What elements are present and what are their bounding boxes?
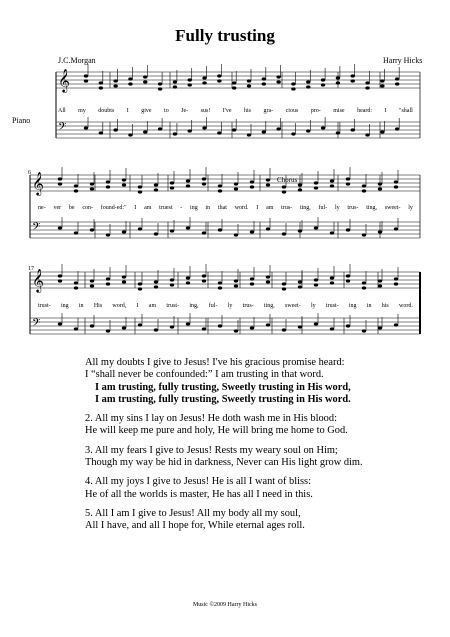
note-head <box>250 180 254 183</box>
note-head <box>90 284 94 287</box>
note-head <box>395 127 399 130</box>
lyric-syllable: ly <box>408 205 413 211</box>
lyrics-system-2 <box>38 205 413 211</box>
note-head <box>186 226 190 229</box>
note-head <box>99 81 103 84</box>
lyricist-credit: J.C.Morgan <box>58 56 96 65</box>
note-head <box>173 85 177 88</box>
note-head <box>330 179 334 182</box>
note-head <box>351 79 355 82</box>
lyric-syllable: I <box>136 303 139 309</box>
note-head <box>106 329 110 332</box>
note-head <box>74 327 78 330</box>
note-head <box>106 277 110 280</box>
note-head <box>138 323 142 326</box>
note-head <box>143 130 147 133</box>
lyric-syllable: give <box>141 108 152 114</box>
chorus-label: Chorus <box>277 176 298 184</box>
note-head <box>217 131 221 134</box>
note-head <box>122 183 126 186</box>
note-head <box>138 227 142 230</box>
note-head <box>218 184 222 187</box>
note-head <box>202 279 206 282</box>
note-head <box>282 185 286 188</box>
lyric-syllable: ing <box>190 205 198 211</box>
lyric-syllable: sweet- <box>384 205 401 211</box>
note-head <box>58 177 62 180</box>
note-head <box>394 185 398 188</box>
note-head <box>250 277 254 280</box>
verse <box>85 413 425 438</box>
lyric-syllable: cious <box>285 108 299 114</box>
lyric-syllable: I've <box>222 108 232 114</box>
verse-line: He of all the worlds is master, He has all I need in this. <box>85 488 313 500</box>
note-head <box>74 231 78 234</box>
note-head <box>291 132 295 135</box>
note-head <box>218 228 222 231</box>
note-head <box>395 82 399 85</box>
note-head <box>138 282 142 285</box>
note-head <box>170 186 174 189</box>
note-head <box>330 281 334 284</box>
note-head <box>186 184 190 187</box>
note-head <box>351 128 355 131</box>
lyric-syllable: trust- <box>325 303 339 309</box>
note-head <box>158 127 162 130</box>
note-head <box>218 286 222 289</box>
note-head <box>122 178 126 181</box>
note-head <box>314 278 318 281</box>
note-head <box>262 130 266 133</box>
note-head <box>234 233 238 236</box>
note-head <box>90 187 94 190</box>
note-head <box>394 282 398 285</box>
note-head <box>106 180 110 183</box>
note-head <box>291 82 295 85</box>
note-head <box>362 281 366 284</box>
note-head <box>158 87 162 90</box>
note-head <box>202 81 206 84</box>
note-head <box>234 284 238 287</box>
note-head <box>262 77 266 80</box>
note-head <box>362 329 366 332</box>
note-head <box>266 183 270 186</box>
lyric-syllable: ly <box>227 303 233 309</box>
note-head <box>154 183 158 186</box>
note-head <box>122 275 126 278</box>
lyric-syllable: I <box>384 108 387 114</box>
lyric-syllable: trust- <box>166 303 180 309</box>
note-head <box>99 86 103 89</box>
note-head <box>186 179 190 182</box>
lyric-syllable: I <box>126 108 129 114</box>
note-head <box>336 76 340 79</box>
note-head <box>247 84 251 87</box>
verse-line: I am trusting, fully trusting, Sweetly trusting in His word. <box>95 393 351 405</box>
note-head <box>202 327 206 330</box>
note-head <box>218 281 222 284</box>
note-head <box>58 226 62 229</box>
lyric-syllable: trust- <box>38 303 51 309</box>
note-head <box>298 280 302 283</box>
note-head <box>143 75 147 78</box>
lyric-syllable: ly <box>334 205 340 211</box>
note-head <box>234 187 238 190</box>
note-head <box>173 132 177 135</box>
lyric-syllable: word. <box>399 303 413 309</box>
lyric-syllable: am <box>266 205 274 211</box>
note-head <box>234 279 238 282</box>
note-head <box>128 77 132 80</box>
note-head <box>99 131 103 134</box>
verse-line: 3. All my fears I give to Jesus! Rests my weary soul on Him; <box>85 444 338 456</box>
lyric-syllable: pro- <box>310 108 321 114</box>
lyric-syllable: found-ed:" <box>100 205 127 211</box>
note-head <box>321 78 325 81</box>
lyric-syllable: in <box>366 303 372 309</box>
note-head <box>330 327 334 330</box>
note-head <box>232 81 236 84</box>
verse-text <box>85 357 425 540</box>
instrument-label: Piano <box>12 116 31 125</box>
note-head <box>170 283 174 286</box>
note-head <box>351 74 355 77</box>
copyright-footer: Music ©2009 Harry Hicks <box>192 602 258 608</box>
note-head <box>380 130 384 133</box>
composer-credit: Harry Hicks <box>383 56 423 65</box>
note-head <box>173 80 177 83</box>
note-head <box>362 184 366 187</box>
note-head <box>365 86 369 89</box>
note-head <box>170 325 174 328</box>
note-head <box>394 277 398 280</box>
lyric-syllable: "shall <box>399 108 413 114</box>
lyric-syllable: I <box>134 205 137 211</box>
verse-line: I am trusting, fully trusting, Sweetly trusting in His word, <box>95 381 351 393</box>
note-head <box>170 278 174 281</box>
note-head <box>84 79 88 82</box>
note-head <box>247 133 251 136</box>
note-head <box>291 87 295 90</box>
note-head <box>143 80 147 83</box>
note-head <box>306 129 310 132</box>
lyric-syllable: ful- <box>208 303 218 309</box>
lyric-syllable: ting, <box>263 303 275 309</box>
verse-line: All I have, and all I hope for, While eternal ages roll. <box>85 520 305 532</box>
note-head <box>250 282 254 285</box>
note-head <box>276 127 280 130</box>
note-head <box>346 324 350 327</box>
verse-line: He will keep me pure and holy, He will bring me home to God. <box>85 425 348 437</box>
note-head <box>282 282 286 285</box>
note-head <box>170 229 174 232</box>
note-head <box>262 82 266 85</box>
note-head <box>266 323 270 326</box>
note-head <box>128 82 132 85</box>
note-head <box>266 275 270 278</box>
note-head <box>138 287 142 290</box>
note-head <box>74 286 78 289</box>
note-head <box>336 81 340 84</box>
note-head <box>250 185 254 188</box>
verse-line: 4. All my joys I give to Jesus! He is all I want of bliss: <box>85 476 311 488</box>
verse <box>85 445 425 470</box>
note-head <box>276 75 280 78</box>
note-head <box>298 229 302 232</box>
note-head <box>186 276 190 279</box>
note-head <box>276 80 280 83</box>
note-head <box>282 232 286 235</box>
note-head <box>218 189 222 192</box>
note-head <box>170 181 174 184</box>
note-head <box>74 189 78 192</box>
bass-clef-icon: 𝄢 <box>32 317 41 332</box>
note-head <box>362 233 366 236</box>
note-head <box>58 182 62 185</box>
note-head <box>306 85 310 88</box>
note-head <box>378 230 382 233</box>
note-head <box>395 77 399 80</box>
note-head <box>346 279 350 282</box>
lyric-syllable: gra- <box>263 108 274 114</box>
verse-line: 5. All I am I give to Jesus! All my body all my soul, <box>85 507 301 519</box>
lyric-syllable: ful- <box>318 205 328 211</box>
note-head <box>298 285 302 288</box>
note-head <box>90 182 94 185</box>
note-head <box>362 189 366 192</box>
lyric-syllable: ing, <box>189 303 199 309</box>
note-head <box>202 76 206 79</box>
lyric-syllable: to <box>164 108 169 114</box>
lyrics-system-1 <box>58 108 413 114</box>
note-head <box>330 231 334 234</box>
note-head <box>314 226 318 229</box>
note-head <box>394 180 398 183</box>
note-head <box>74 281 78 284</box>
lyric-syllable: ly <box>310 303 316 309</box>
note-head <box>282 190 286 193</box>
note-head <box>154 328 158 331</box>
lyric-syllable: con- <box>82 205 93 211</box>
note-head <box>247 79 251 82</box>
verse <box>85 357 425 406</box>
note-head <box>314 186 318 189</box>
note-head <box>330 184 334 187</box>
lyric-syllable: be <box>68 205 75 211</box>
note-head <box>202 177 206 180</box>
note-head <box>84 126 88 129</box>
note-head <box>378 279 382 282</box>
note-head <box>378 182 382 185</box>
note-head <box>188 78 192 81</box>
note-head <box>336 131 340 134</box>
note-head <box>380 84 384 87</box>
note-head <box>84 74 88 77</box>
note-head <box>188 129 192 132</box>
note-head <box>298 188 302 191</box>
song-title: Fully trusting <box>175 26 275 45</box>
note-head <box>58 274 62 277</box>
note-head <box>282 287 286 290</box>
lyric-syllable: trus- <box>281 205 293 211</box>
note-head <box>314 181 318 184</box>
note-head <box>188 83 192 86</box>
note-head <box>154 188 158 191</box>
note-head <box>306 80 310 83</box>
lyric-syllable: that <box>217 205 227 211</box>
lyric-syllable: doubts <box>98 108 115 114</box>
note-head <box>346 177 350 180</box>
note-head <box>202 182 206 185</box>
lyric-syllable: am <box>148 303 157 309</box>
lyric-syllable: ting, <box>366 205 378 211</box>
lyrics-system-3 <box>38 303 413 309</box>
lyric-syllable: am <box>144 205 152 211</box>
note-head <box>202 274 206 277</box>
note-head <box>217 74 221 77</box>
note-head <box>74 184 78 187</box>
note-head <box>186 281 190 284</box>
lyric-syllable: sweet- <box>285 303 301 309</box>
lyric-syllable: - <box>180 205 183 211</box>
note-head <box>266 178 270 181</box>
lyric-syllable: trus- <box>347 205 359 211</box>
lyric-syllable: in <box>205 205 211 211</box>
note-head <box>122 326 126 329</box>
note-head <box>234 182 238 185</box>
lyric-syllable: ing <box>60 303 69 309</box>
lyric-syllable: trus- <box>242 303 254 309</box>
note-head <box>58 322 62 325</box>
note-head <box>346 274 350 277</box>
note-head <box>298 183 302 186</box>
note-head <box>90 228 94 231</box>
note-head <box>113 84 117 87</box>
lyric-syllable: ver <box>53 205 62 211</box>
note-head <box>365 133 369 136</box>
treble-clef-icon: 𝄞 <box>32 268 44 292</box>
note-head <box>122 280 126 283</box>
lyric-syllable: in <box>78 303 84 309</box>
note-head <box>266 280 270 283</box>
bass-clef-icon: 𝄢 <box>58 121 67 136</box>
note-head <box>282 328 286 331</box>
note-head <box>314 322 318 325</box>
note-head <box>202 231 206 234</box>
note-head <box>113 128 117 131</box>
note-head <box>128 133 132 136</box>
note-head <box>154 232 158 235</box>
note-head <box>232 128 236 131</box>
lyric-syllable: All <box>58 108 66 114</box>
lyric-syllable: truest <box>159 205 173 211</box>
lyric-syllable: word. <box>234 205 249 211</box>
lyric-syllable: Je- <box>181 108 189 114</box>
note-head <box>106 282 110 285</box>
verse-line: Though my way be hid in darkness, Never can His light grow dim. <box>85 457 363 469</box>
lyric-syllable: ne- <box>38 205 46 211</box>
measure-number-system-2: 6 <box>28 170 31 176</box>
bass-clef-icon: 𝄢 <box>32 221 41 236</box>
note-head <box>106 233 110 236</box>
verse <box>85 508 425 533</box>
note-head <box>346 182 350 185</box>
note-head <box>122 230 126 233</box>
lyric-syllable: his <box>381 303 389 309</box>
lyric-syllable: sus! <box>200 108 211 114</box>
note-head <box>330 276 334 279</box>
note-head <box>380 79 384 82</box>
note-head <box>113 79 117 82</box>
note-head <box>154 285 158 288</box>
note-head <box>158 82 162 85</box>
lyric-syllable: ting, <box>299 205 311 211</box>
note-head <box>314 283 318 286</box>
lyric-syllable: ing <box>348 303 357 309</box>
note-head <box>232 86 236 89</box>
note-head <box>250 230 254 233</box>
note-head <box>186 322 190 325</box>
note-head <box>266 227 270 230</box>
note-head <box>90 324 94 327</box>
note-head <box>154 280 158 283</box>
note-head <box>90 279 94 282</box>
verse-line: 2. All my sins I lay on Jesus! He doth wash me in His blood: <box>85 413 337 425</box>
note-head <box>58 279 62 282</box>
note-head <box>346 228 350 231</box>
note-head <box>234 329 238 332</box>
lyric-syllable: word, <box>112 303 127 309</box>
note-head <box>218 324 222 327</box>
lyric-syllable: my <box>78 108 86 114</box>
note-head <box>365 81 369 84</box>
lyric-syllable: His <box>93 303 103 309</box>
note-head <box>298 325 302 328</box>
treble-clef-icon: 𝄞 <box>58 68 70 92</box>
note-head <box>394 227 398 230</box>
note-head <box>378 187 382 190</box>
lyric-syllable: his <box>244 108 252 114</box>
measure-number-system-3: 17 <box>28 266 34 272</box>
verse <box>85 476 425 501</box>
note-head <box>202 126 206 129</box>
verse-line: All my doubts I give to Jesus! I've his gracious promise heard: <box>85 357 345 368</box>
treble-clef-icon: 𝄞 <box>32 171 44 195</box>
note-head <box>362 286 366 289</box>
note-head <box>378 326 382 329</box>
verse-line: I “shall never be confounded:” I am trusting in that word. <box>85 369 324 381</box>
lyric-syllable: heard: <box>357 108 373 114</box>
note-head <box>378 284 382 287</box>
lyric-syllable: mise <box>333 108 345 114</box>
note-head <box>321 83 325 86</box>
lyric-syllable: I <box>256 205 259 211</box>
note-head <box>394 323 398 326</box>
note-head <box>138 190 142 193</box>
note-head <box>217 79 221 82</box>
note-head <box>106 185 110 188</box>
note-head <box>138 185 142 188</box>
note-head <box>321 126 325 129</box>
note-head <box>250 326 254 329</box>
